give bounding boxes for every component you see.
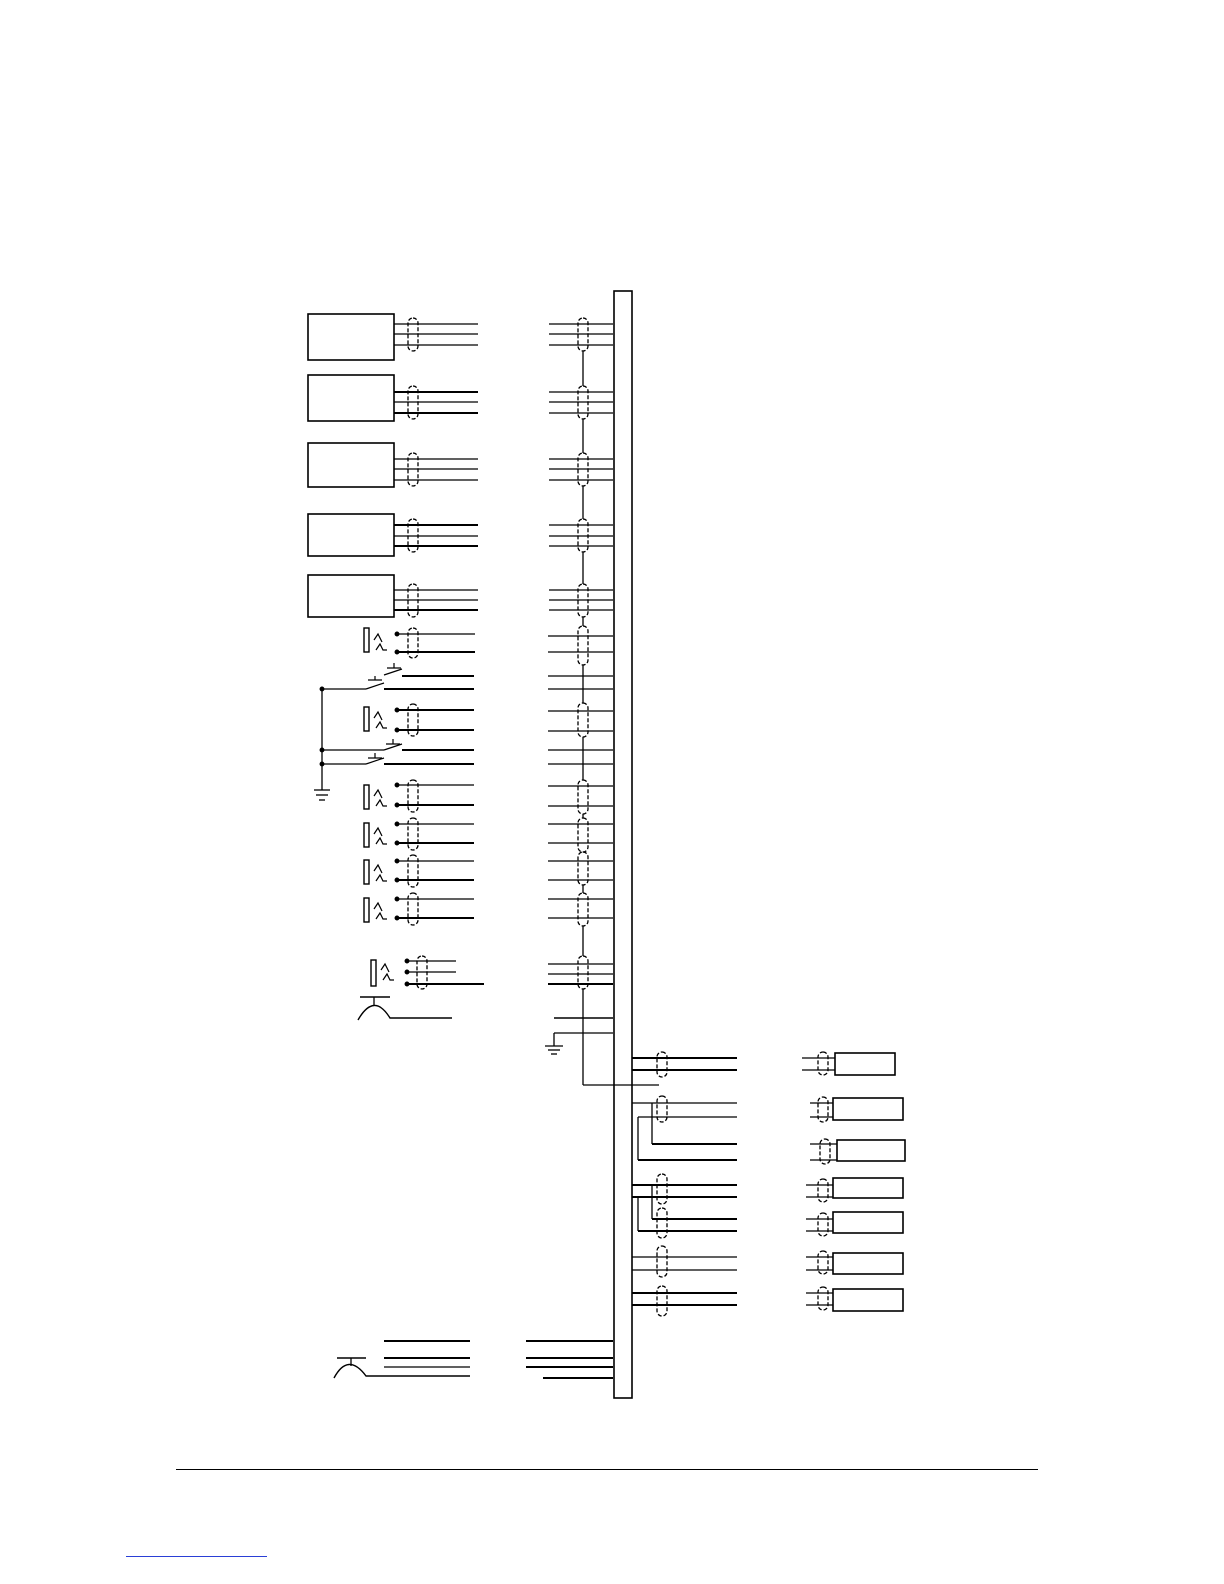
cable-shield (818, 1287, 828, 1310)
cable-shield (818, 1052, 828, 1075)
jack-4 (364, 818, 613, 852)
footswitch-1 (358, 997, 452, 1020)
cable-shield (818, 1097, 828, 1122)
jack-6 (364, 893, 613, 926)
jack-1 (364, 626, 613, 665)
cable-shield (408, 628, 418, 658)
jack-2 (364, 703, 613, 737)
right-box-device-4 (632, 1174, 903, 1231)
cable-shield (408, 893, 418, 925)
cable-shield (657, 1052, 667, 1077)
cable-shield (408, 855, 418, 887)
right-box-device-2 (632, 1096, 903, 1160)
left-box-device-3 (308, 443, 613, 487)
right-box-device-7 (632, 1286, 903, 1316)
right-box-device-3 (638, 1139, 905, 1164)
cable-shield (578, 626, 588, 665)
left-box-device-5 (308, 575, 613, 617)
jack-7 (371, 956, 613, 989)
cable-shield (578, 703, 588, 737)
terminal-strip (614, 291, 632, 1398)
cable-shield (408, 704, 418, 736)
pushbutton-pair-2 (320, 739, 613, 766)
left-box-device-1 (308, 314, 613, 360)
cable-shield (657, 1246, 667, 1277)
bottom-link-underline (126, 1556, 267, 1557)
cable-shield (657, 1096, 667, 1122)
right-box-device-1 (632, 1052, 895, 1077)
left-box-device-2 (308, 375, 613, 421)
right-box-device-6 (632, 1246, 903, 1277)
cable-shield (818, 1213, 828, 1236)
left-box-device-4 (308, 514, 613, 556)
jack-5 (364, 852, 613, 887)
footswitch-2 (334, 1341, 613, 1378)
cable-shield (578, 818, 588, 852)
cable-shield (657, 1174, 667, 1204)
cable-shield (657, 1208, 667, 1238)
right-box-device-5 (638, 1208, 903, 1238)
cable-shield (408, 818, 418, 850)
ground-symbol-left (314, 790, 330, 800)
footer-rule (176, 1469, 1038, 1470)
jack-3 (364, 780, 613, 814)
cable-shield (657, 1286, 667, 1316)
cable-shield (578, 893, 588, 926)
cable-shield (578, 780, 588, 814)
cable-shield (818, 1179, 828, 1202)
